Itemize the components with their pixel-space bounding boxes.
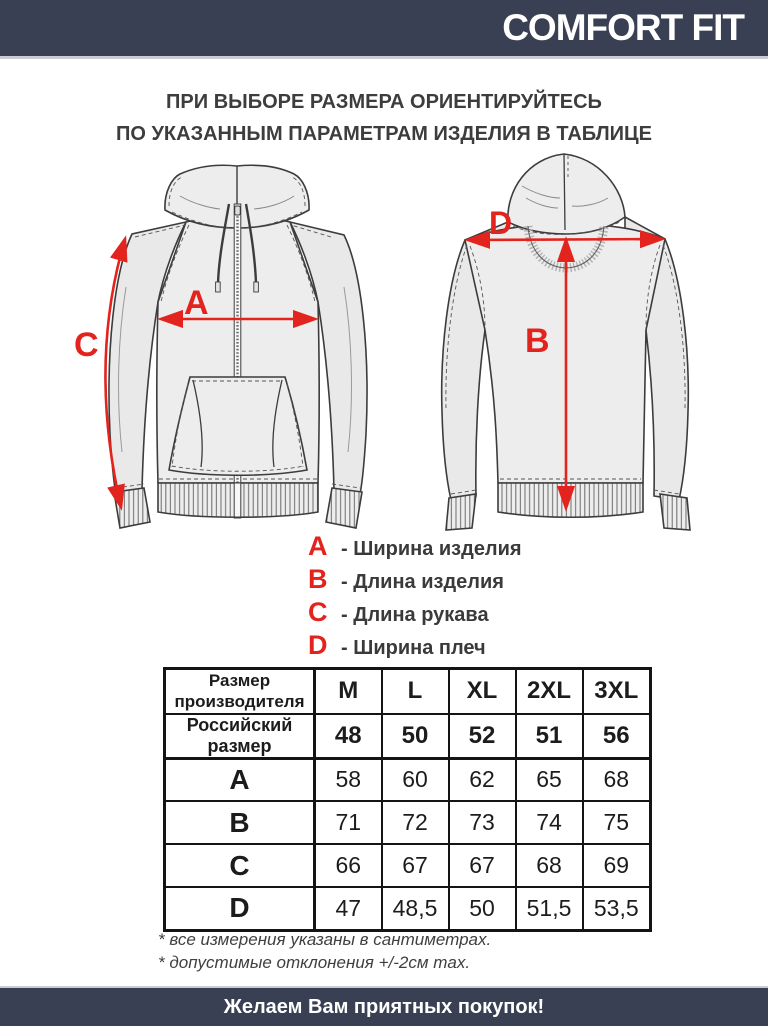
footnote-units: * все измерения указаны в сантиметрах. bbox=[158, 930, 492, 949]
russian-size-row bbox=[165, 714, 651, 759]
hoodie-back-drawing bbox=[418, 150, 718, 535]
hoodie-front-drawing bbox=[68, 152, 398, 532]
b-3xl: 75 bbox=[583, 801, 651, 844]
brand-title: COMFORT FIT bbox=[502, 7, 744, 48]
russian-size-2xl: 51 bbox=[516, 714, 583, 759]
russian-size-3xl: 56 bbox=[583, 714, 651, 759]
legend-label-b: - Длина изделия bbox=[341, 571, 504, 593]
measure-row-b bbox=[165, 801, 651, 844]
russian-size-m: 48 bbox=[315, 714, 382, 759]
size-table bbox=[163, 667, 652, 932]
front-letter-C: C bbox=[74, 326, 99, 364]
intro-heading bbox=[0, 86, 768, 150]
d-xl: 50 bbox=[449, 887, 516, 930]
legend-item-c bbox=[308, 597, 522, 630]
legend-label-c: - Длина рукава bbox=[341, 604, 489, 626]
a-2xl: 65 bbox=[516, 758, 583, 801]
footnotes bbox=[158, 928, 491, 974]
back-letter-D: D bbox=[489, 205, 513, 241]
b-l: 72 bbox=[382, 801, 449, 844]
legend-label-a: - Ширина изделия bbox=[341, 538, 522, 560]
row-letter-b: B bbox=[165, 801, 315, 844]
b-2xl: 74 bbox=[516, 801, 583, 844]
a-m: 58 bbox=[315, 758, 382, 801]
a-xl: 62 bbox=[449, 758, 516, 801]
d-3xl: 53,5 bbox=[583, 887, 651, 930]
russian-size-xl: 52 bbox=[449, 714, 516, 759]
bottom-message-bar bbox=[0, 986, 768, 1026]
back-hood bbox=[508, 154, 625, 234]
legend-letter-b: B bbox=[308, 564, 328, 594]
c-m: 66 bbox=[315, 844, 382, 887]
measure-row-d bbox=[165, 887, 651, 930]
row-letter-a: A bbox=[165, 758, 315, 801]
c-3xl: 69 bbox=[583, 844, 651, 887]
legend-item-b bbox=[308, 564, 522, 597]
legend-item-d bbox=[308, 630, 522, 663]
legend-letter-d: D bbox=[308, 630, 328, 660]
row-letter-c: C bbox=[165, 844, 315, 887]
top-brand-bar bbox=[0, 0, 768, 59]
d-2xl: 51,5 bbox=[516, 887, 583, 930]
a-l: 60 bbox=[382, 758, 449, 801]
size-m: M bbox=[315, 669, 382, 714]
size-3xl: 3XL bbox=[583, 669, 651, 714]
legend-letter-c: C bbox=[308, 597, 328, 627]
measure-row-a bbox=[165, 758, 651, 801]
legend-item-a bbox=[308, 531, 522, 564]
col0-header: Размер производителя bbox=[165, 669, 315, 714]
d-l: 48,5 bbox=[382, 887, 449, 930]
legend-letter-a: A bbox=[308, 531, 328, 561]
legend-label-d: - Ширина плеч bbox=[341, 637, 486, 659]
size-table-header-row bbox=[165, 669, 651, 714]
measure-row-c bbox=[165, 844, 651, 887]
footer-message: Желаем Вам приятных покупок! bbox=[223, 995, 545, 1018]
size-l: L bbox=[382, 669, 449, 714]
b-m: 71 bbox=[315, 801, 382, 844]
russian-size-l: 50 bbox=[382, 714, 449, 759]
d-m: 47 bbox=[315, 887, 382, 930]
front-pocket bbox=[169, 377, 307, 475]
a-3xl: 68 bbox=[583, 758, 651, 801]
size-2xl: 2XL bbox=[516, 669, 583, 714]
c-2xl: 68 bbox=[516, 844, 583, 887]
front-zipper-hem bbox=[234, 483, 241, 517]
footnote-tolerance: * допустимые отклонения +/-2см max. bbox=[158, 953, 471, 972]
size-xl: XL bbox=[449, 669, 516, 714]
b-xl: 73 bbox=[449, 801, 516, 844]
row-letter-d: D bbox=[165, 887, 315, 930]
measurement-legend bbox=[308, 531, 522, 663]
front-letter-A: A bbox=[184, 284, 209, 322]
russian-size-label: Российский размер bbox=[165, 714, 315, 759]
intro-line-2: ПО УКАЗАННЫМ ПАРАМЕТРАМ ИЗДЕЛИЯ В ТАБЛИЦЕ bbox=[115, 123, 652, 145]
c-xl: 67 bbox=[449, 844, 516, 887]
c-l: 67 bbox=[382, 844, 449, 887]
intro-line-1: ПРИ ВЫБОРЕ РАЗМЕРА ОРИЕНТИРУЙТЕСЬ bbox=[166, 91, 602, 113]
back-letter-B: B bbox=[525, 322, 550, 360]
